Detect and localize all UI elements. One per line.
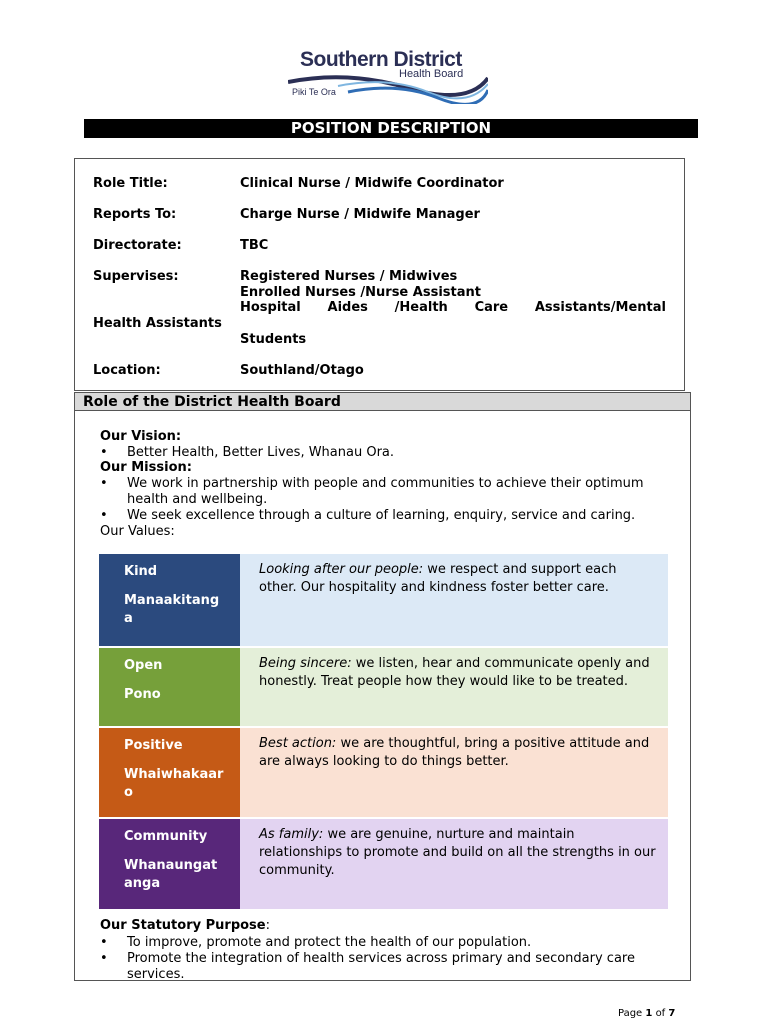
value-maori	[124, 857, 240, 893]
value-name-cell	[99, 648, 240, 726]
page-title: POSITION DESCRIPTION	[84, 119, 698, 138]
value-text: we respect and support each other. Our hospitality and kindness foster better care.	[259, 562, 617, 595]
bullet-icon: •	[100, 508, 108, 523]
mission-item: We work in partnership with people and communities to achieve their optimum	[127, 476, 644, 491]
bullet-icon: •	[100, 935, 108, 950]
logo-subtitle: Health Board	[399, 68, 464, 80]
supervises-word: Assistants/Mental	[534, 300, 666, 315]
supervises-word: Hospital	[240, 300, 301, 315]
statutory-item: To improve, promote and protect the health of our population.	[127, 935, 532, 950]
value-description-cell	[240, 728, 668, 817]
supervises-label: Supervises:	[93, 269, 179, 284]
value-maori-line: a	[124, 611, 133, 626]
value-maori-line: Manaakitang	[124, 593, 220, 608]
mission-label: Our Mission:	[100, 460, 192, 475]
statutory-colon: :	[265, 918, 270, 933]
reports-to-value: Charge Nurse / Midwife Manager	[240, 207, 480, 222]
statutory-item: Promote the integration of health services across primary and secondary care	[127, 951, 635, 966]
supervises-line: Enrolled Nurses /Nurse Assistant	[240, 285, 481, 300]
statutory-label-text: Our Statutory Purpose	[100, 918, 266, 933]
value-text: we are thoughtful, bring a positive attitude and are always looking to do things better.	[259, 736, 650, 769]
value-lead: Being sincere:	[259, 656, 352, 671]
value-english: Open	[124, 658, 163, 673]
value-maori	[124, 766, 240, 802]
directorate-label: Directorate:	[93, 238, 182, 253]
page-number	[618, 1008, 675, 1019]
of-word: of	[655, 1008, 666, 1019]
reports-to-label: Reports To:	[93, 207, 177, 222]
value-name-cell	[99, 819, 240, 909]
value-description-cell	[240, 819, 668, 909]
mission-item-continued: health and wellbeing.	[127, 492, 268, 507]
location-value: Southland/Otago	[240, 363, 364, 378]
value-text: we listen, hear and communicate openly and honestly. Treat people how they would like to be treated.	[259, 656, 650, 689]
vision-item: Better Health, Better Lives, Whanau Ora.	[127, 445, 395, 460]
value-maori-line: o	[124, 785, 133, 800]
logo-tagline: Piki Te Ora	[292, 87, 336, 97]
role-details-box	[74, 158, 685, 391]
supervises-line: Students	[240, 332, 307, 347]
value-maori-line: anga	[124, 876, 161, 891]
value-maori-line: Pono	[124, 687, 161, 702]
location-label: Location:	[93, 363, 161, 378]
value-row	[99, 554, 669, 646]
value-maori	[124, 592, 240, 628]
statutory-item-continued: services.	[127, 967, 185, 982]
value-row	[99, 819, 669, 909]
bullet-icon: •	[100, 476, 108, 491]
logo-title: Southern District	[300, 48, 462, 71]
statutory-label	[100, 918, 270, 933]
supervises-line	[240, 300, 666, 315]
value-row	[99, 648, 669, 726]
supervises-line: Health Assistants	[93, 316, 222, 331]
supervises-word: Care	[474, 300, 509, 315]
value-maori	[124, 686, 240, 704]
value-lead: As family:	[259, 827, 324, 842]
dhb-role-section	[74, 392, 691, 981]
value-maori-line: Whanaungat	[124, 858, 218, 873]
supervises-word: /Health	[394, 300, 448, 315]
total-pages: 7	[668, 1008, 676, 1019]
value-row	[99, 728, 669, 817]
page-word: Page	[618, 1008, 643, 1019]
value-english: Community	[124, 829, 208, 844]
supervises-word: Aides	[327, 300, 368, 315]
value-maori-line: Whaiwhakaar	[124, 767, 224, 782]
section-heading: Role of the District Health Board	[75, 393, 690, 411]
value-text: we are genuine, nurture and maintain relationships to promote and build on all the strengths in our community.	[259, 827, 656, 878]
directorate-value: TBC	[240, 238, 269, 253]
sdhb-logo	[288, 46, 488, 106]
value-name-cell	[99, 728, 240, 817]
value-description-cell	[240, 554, 668, 646]
values-label: Our Values:	[100, 524, 175, 539]
value-description-cell	[240, 648, 668, 726]
role-title-value: Clinical Nurse / Midwife Coordinator	[240, 176, 504, 191]
role-title-label: Role Title:	[93, 176, 168, 191]
supervises-line: Registered Nurses / Midwives	[240, 269, 458, 284]
current-page: 1	[645, 1008, 653, 1019]
value-lead: Looking after our people:	[259, 562, 424, 577]
bullet-icon: •	[100, 445, 108, 460]
mission-item: We seek excellence through a culture of learning, enquiry, service and caring.	[127, 508, 636, 523]
value-english: Positive	[124, 738, 183, 753]
value-english: Kind	[124, 564, 158, 579]
value-name-cell	[99, 554, 240, 646]
vision-label: Our Vision:	[100, 429, 182, 444]
bullet-icon: •	[100, 951, 108, 966]
value-lead: Best action:	[259, 736, 337, 751]
